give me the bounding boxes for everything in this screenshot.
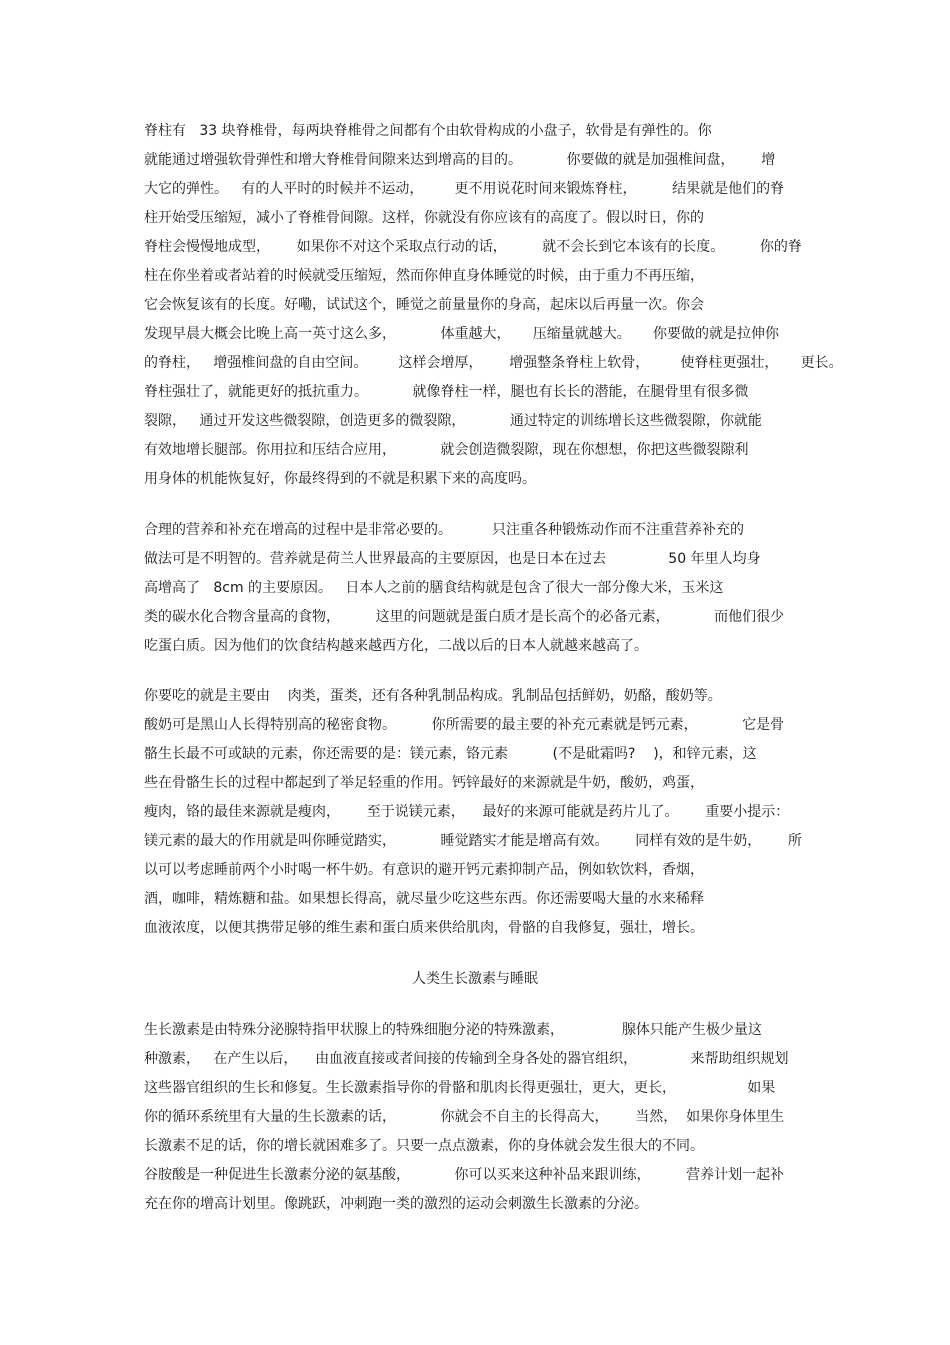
text-line: 种激素， 在产生以后， 由血液直接或者间接的传输到全身各处的器官组织， 来帮助组织规划 [144,1051,789,1067]
text-line: 柱在你坐着或者站着的时候就受压缩短，然而你伸直身体睡觉的时候，由于重力不再压缩， [144,268,704,284]
text-line: 些在骨骼生长的过程中都起到了举足轻重的作用。钙锌最好的来源就是牛奶，酸奶，鸡蛋， [144,775,704,791]
text-line: 柱开始受压缩短，减小了脊椎骨间隙。这样，你就没有你应该有的高度了。假以时日，你的 [144,210,704,226]
text-line: 你要吃的就是主要由 肉类，蛋类，还有各种乳制品构成。乳制品包括鲜奶，奶酪，酸奶等。 [144,688,722,704]
text-line: 酸奶可是黑山人长得特别高的秘密食物。 你所需要的最主要的补充元素就是钙元素， 它是骨 [144,717,785,733]
text-line: 有效地增长腿部。你用拉和压结合应用， 就会创造微裂隙，现在你想想，你把这些微裂隙利 [144,442,749,458]
text-line: 镁元素的最大的作用就是叫你睡觉踏实， 睡觉踏实才能是增高有效。 同样有效的是牛奶， 所 [144,833,802,849]
text-line: 用身体的机能恢复好，你最终得到的不就是积累下来的高度吗。 [144,471,536,487]
text-line: 类的碳水化合物含量高的食物， 这里的问题就是蛋白质才是长高个的必备元素， 而他们很少 [144,609,785,625]
text-line: 你的循环系统里有大量的生长激素的话， 你就会不自主的长得高大， 当然， 如果你身体里生 [144,1109,785,1125]
text-line: 谷胺酸是一种促进生长激素分泌的氨基酸， 你可以买来这种补品来跟训练， 营养计划一起补 [144,1167,785,1183]
text-line: 脊柱会慢慢地成型， 如果你不对这个采取点行动的话， 就不会长到它本该有的长度。 你的脊 [144,239,802,255]
text-line: 就能通过增强软骨弹性和增大脊椎骨间隙来达到增高的目的。 你要做的就是加强椎间盘， 增 [144,152,776,168]
text-line: 血液浓度，以便其携带足够的维生素和蛋白质来供给肌肉，骨骼的自我修复，强壮，增长。 [144,920,704,936]
text-line: 的脊柱， 增强椎间盘的自由空间。 这样会增厚， 增强整条脊柱上软骨， 使脊柱更强壮， 更长。 [144,355,843,371]
text-line: 充在你的增高计划里。像跳跃，冲刺跑一类的激烈的运动会刺激生长激素的分泌。 [144,1196,648,1212]
text-line: 合理的营养和补充在增高的过程中是非常必要的。 只注重各种锻炼动作而不注重营养补充的 [144,522,745,538]
text-line: 裂隙， 通过开发这些微裂隙，创造更多的微裂隙， 通过特定的训练增长这些微裂隙，你就能 [144,413,762,429]
text-line: 做法可是不明智的。营养就是荷兰人世界最高的主要原因，也是日本在过去 50 年里人均身 [144,551,761,567]
text-line: 脊柱强壮了，就能更好的抵抗重力。 就像脊柱一样，腿也有长长的潜能，在腿骨里有很多微 [144,384,749,400]
text-line: 脊柱有 33 块脊椎骨，每两块脊椎骨之间都有个由软骨构成的小盘子，软骨是有弹性的。你 [144,123,712,139]
text-line: 以可以考虑睡前两个小时喝一杯牛奶。有意识的避开钙元素抑制产品，例如软饮料，香烟， [144,862,704,878]
text-line: 生长激素是由特殊分泌腺特指甲状腺上的特殊细胞分泌的特殊激素， 腺体只能产生极少量这 [144,1022,762,1038]
text-line: 酒，咖啡，精炼糖和盐。如果想长得高，就尽量少吃这些东西。你还需要喝大量的水来稀释 [144,891,704,907]
section-heading: 人类生长激素与睡眠 [412,971,538,987]
text-line: 瘦肉，铬的最佳来源就是瘦肉， 至于说镁元素， 最好的来源可能就是药片儿了。 重要小提示： [144,804,790,820]
text-line: 发现早晨大概会比晚上高一英寸这么多， 体重越大， 压缩量就越大。 你要做的就是拉伸你 [144,326,780,342]
text-line: 它会恢复该有的长度。好嘞，试试这个，睡觉之前量量你的身高，起床以后再量一次。你会 [144,297,704,313]
text-line: 这些器官组织的生长和修复。生长激素指导你的骨骼和肌肉长得更强壮，更大，更长， 如果 [144,1080,776,1096]
text-line: 骼生长最不可或缺的元素，你还需要的是：镁元素，铬元素 (不是砒霜吗? )，和锌元素，这 [144,746,757,762]
text-line: 吃蛋白质。因为他们的饮食结构越来越西方化，二战以后的日本人就越来越高了。 [144,638,648,654]
text-line: 长激素不足的话，你的增长就困难多了。只要一点点激素，你的身体就会发生很大的不同。 [144,1138,704,1154]
text-line: 高增高了 8cm 的主要原因。 日本人之前的膳食结构就是包含了很大一部分像大米，玉米这 [144,580,724,596]
text-line: 大它的弹性。 有的人平时的时候并不运动， 更不用说花时间来锻炼脊柱， 结果就是他们的脊 [144,181,785,197]
